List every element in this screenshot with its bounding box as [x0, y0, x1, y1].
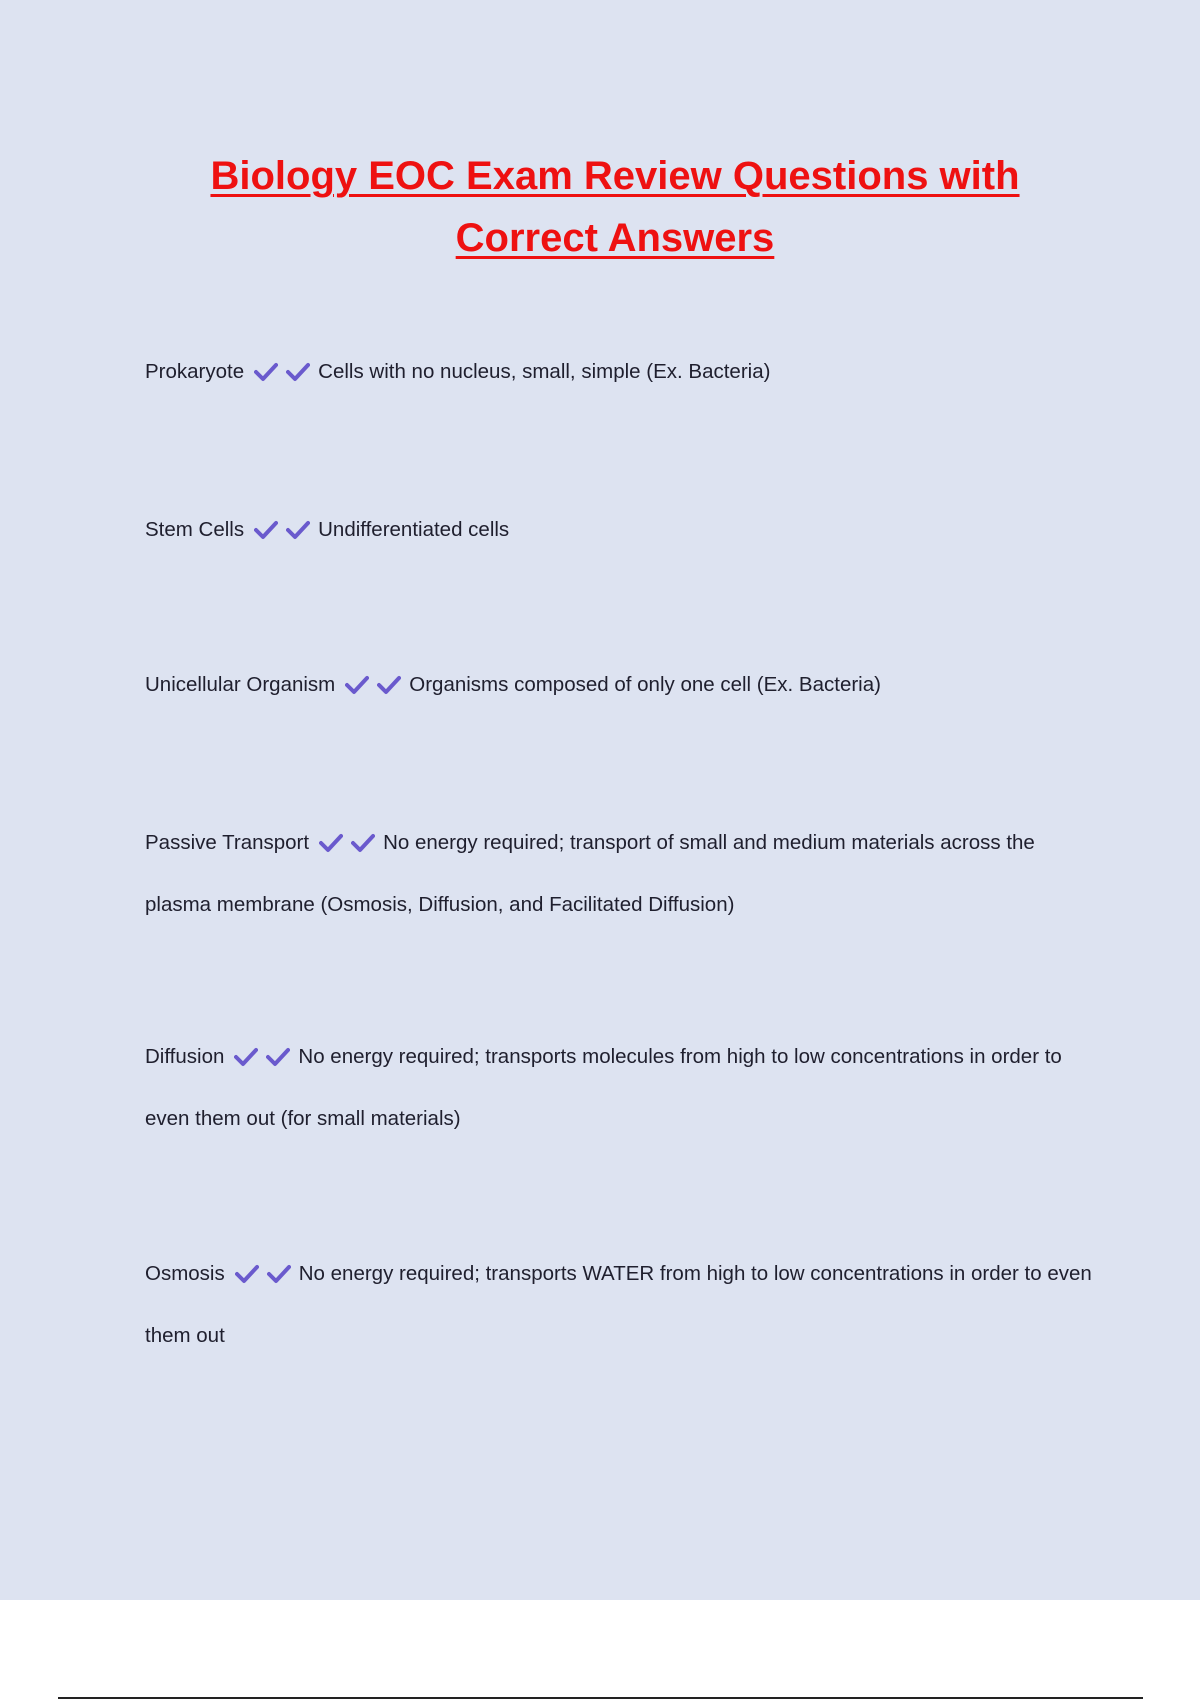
checkmark-icon — [345, 674, 369, 696]
footer-divider — [58, 1697, 1143, 1699]
checkmark-icon — [286, 361, 310, 383]
entry-definition: Organisms composed of only one cell (Ex. Bacteria) — [409, 673, 881, 696]
checkmark-icon — [254, 361, 278, 383]
entry-definition: No energy required; transport of small and medium materials across the plasma membrane (Osmosis, Diffusion, and Facilitated Diffusion) — [145, 831, 1035, 916]
qa-entry — [145, 499, 1095, 561]
qa-entry — [145, 1243, 1095, 1367]
entry-term: Osmosis — [145, 1262, 225, 1285]
title-line-2: Correct Answers — [455, 216, 775, 260]
checkmark-icon — [254, 519, 278, 541]
title-line-1: Biology EOC Exam Review Questions with — [210, 154, 1020, 198]
checkmark-icon — [351, 832, 375, 854]
entry-term: Passive Transport — [145, 831, 310, 854]
checkmarks — [254, 360, 318, 383]
checkmarks — [345, 673, 409, 696]
checkmark-icon — [319, 832, 343, 854]
checkmark-icon — [266, 1046, 290, 1068]
document-title — [150, 145, 1080, 269]
entry-definition: Cells with no nucleus, small, simple (Ex. Bacteria) — [318, 360, 771, 383]
entry-definition: No energy required; transports WATER from high to low concentrations in order to even them out — [145, 1262, 1092, 1347]
checkmark-icon — [267, 1263, 291, 1285]
checkmark-icon — [377, 674, 401, 696]
qa-entry — [145, 654, 1095, 716]
checkmarks — [235, 1262, 299, 1285]
qa-entry — [145, 341, 1095, 403]
checkmarks — [234, 1045, 298, 1068]
checkmarks — [319, 831, 383, 854]
qa-entry — [145, 1026, 1095, 1150]
qa-entry — [145, 812, 1095, 936]
entry-definition: No energy required; transports molecules from high to low concentrations in order to even them out (for small materials) — [145, 1045, 1062, 1130]
entry-term: Unicellular Organism — [145, 673, 336, 696]
checkmark-icon — [235, 1263, 259, 1285]
entry-definition: Undifferentiated cells — [318, 518, 510, 541]
entry-term: Stem Cells — [145, 518, 245, 541]
checkmarks — [254, 518, 318, 541]
checkmark-icon — [234, 1046, 258, 1068]
entry-term: Prokaryote — [145, 360, 245, 383]
entry-term: Diffusion — [145, 1045, 225, 1068]
checkmark-icon — [286, 519, 310, 541]
